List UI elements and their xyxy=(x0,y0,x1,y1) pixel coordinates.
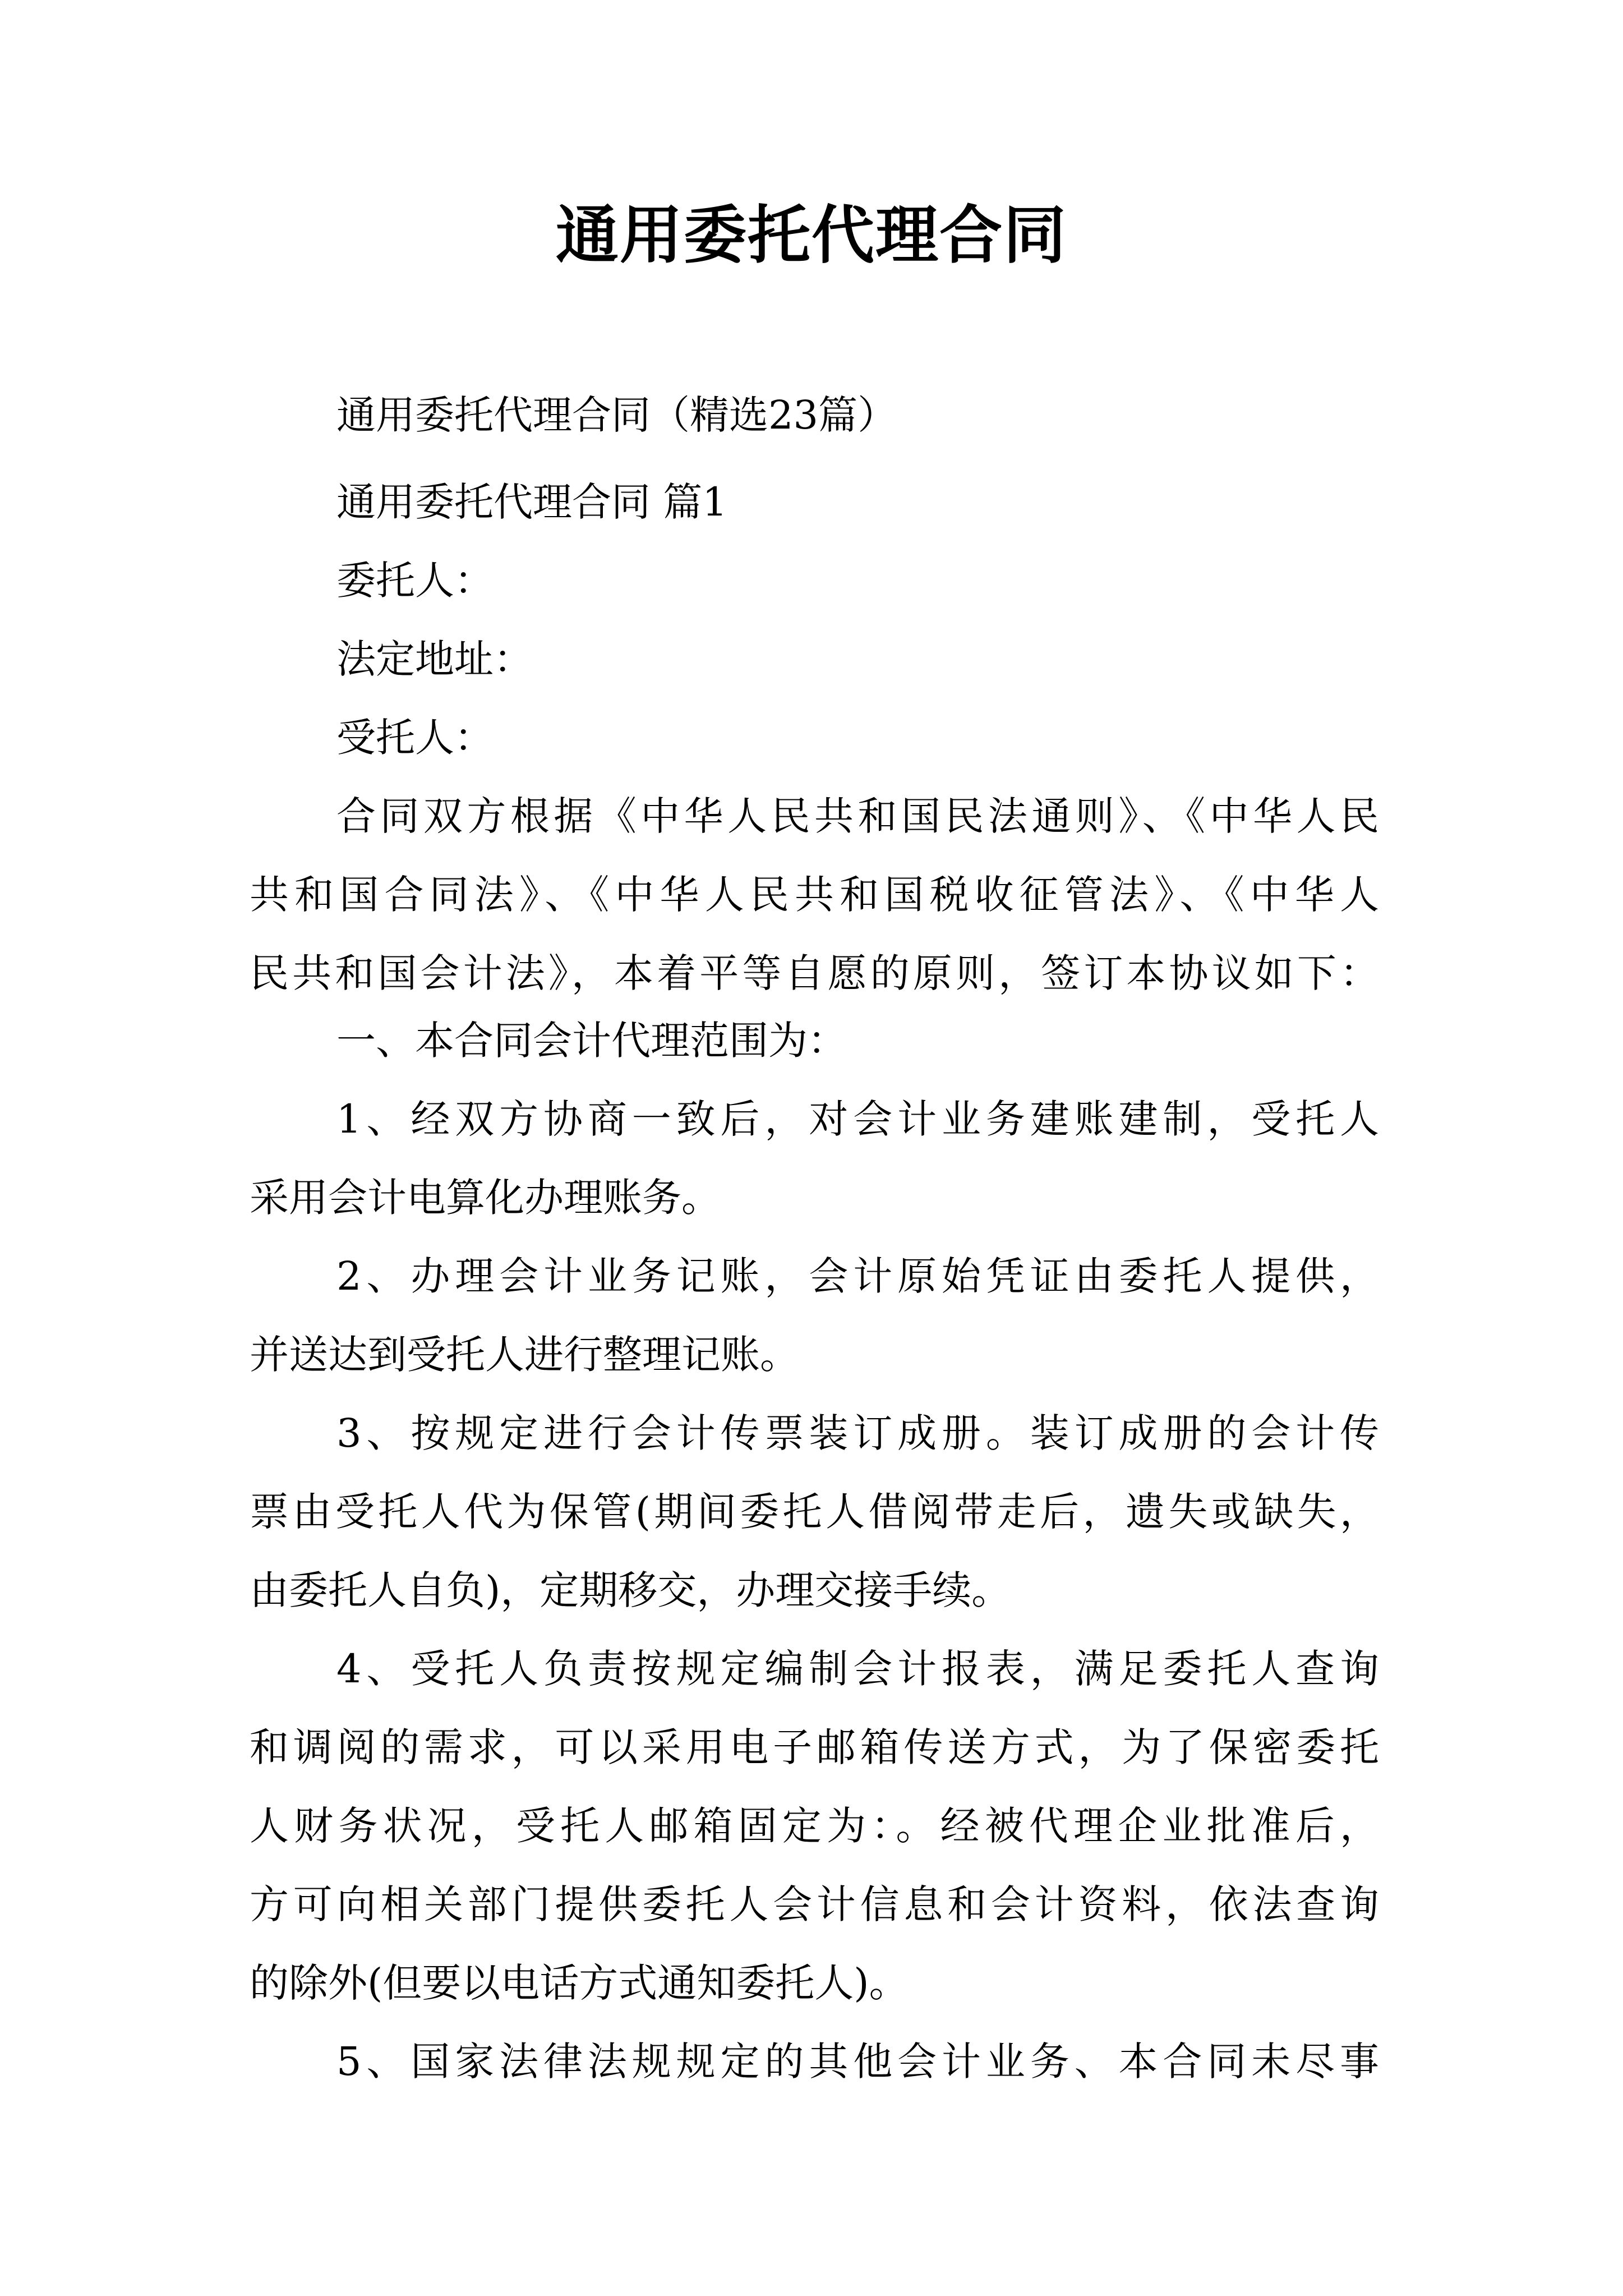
paragraph-line: 采用会计电算化办理账务。 xyxy=(250,1175,721,1221)
paragraph-line: 合同双方根据《中华人民共和国民法通则》、《中华人民 xyxy=(336,793,1379,839)
paragraph-line: 人财务状况，受托人邮箱固定为：。经被代理企业批准后， xyxy=(250,1803,1379,1849)
paragraph-line: 3、按规定进行会计传票装订成册。装订成册的会计传 xyxy=(336,1410,1379,1456)
paragraph-line: 由委托人自负)，定期移交，办理交接手续。 xyxy=(250,1567,1011,1613)
document-title: 通用委托代理合同 xyxy=(556,199,1067,272)
paragraph-line: 方可向相关部门提供委托人会计信息和会计资料，依法查询 xyxy=(250,1881,1379,1927)
clause-heading: 一、本合同会计代理范围为： xyxy=(336,1018,847,1064)
paragraph-line: 共和国合同法》、《中华人民共和国税收征管法》、《中华人 xyxy=(250,872,1379,918)
paragraph-line: 民共和国会计法》，本着平等自愿的原则，签订本协议如下： xyxy=(250,950,1379,996)
paragraph-line: 票由受托人代为保管(期间委托人借阅带走后，遗失或缺失， xyxy=(250,1489,1379,1535)
client-label: 委托人： xyxy=(336,558,494,604)
trustee-label: 受托人： xyxy=(336,715,494,761)
paragraph-line: 的除外(但要以电话方式通知委托人)。 xyxy=(250,1960,909,2006)
paragraph-line: 4、受托人负责按规定编制会计报表，满足委托人查询 xyxy=(336,1646,1379,1692)
paragraph-line: 2、办理会计业务记账，会计原始凭证由委托人提供， xyxy=(336,1253,1379,1299)
paragraph-line: 和调阅的需求，可以采用电子邮箱传送方式，为了保密委托 xyxy=(250,1724,1379,1770)
subtitle-line: 通用委托代理合同（精选23篇） xyxy=(336,392,897,438)
paragraph-line: 1、经双方协商一致后，对会计业务建账建制，受托人 xyxy=(336,1096,1379,1142)
legal-address-label: 法定地址： xyxy=(336,636,533,682)
section-heading: 通用委托代理合同 篇1 xyxy=(336,479,727,525)
paragraph-line: 并送达到受托人进行整理记账。 xyxy=(250,1332,799,1378)
paragraph-line: 5、国家法律法规规定的其他会计业务、本合同未尽事 xyxy=(336,2039,1379,2085)
